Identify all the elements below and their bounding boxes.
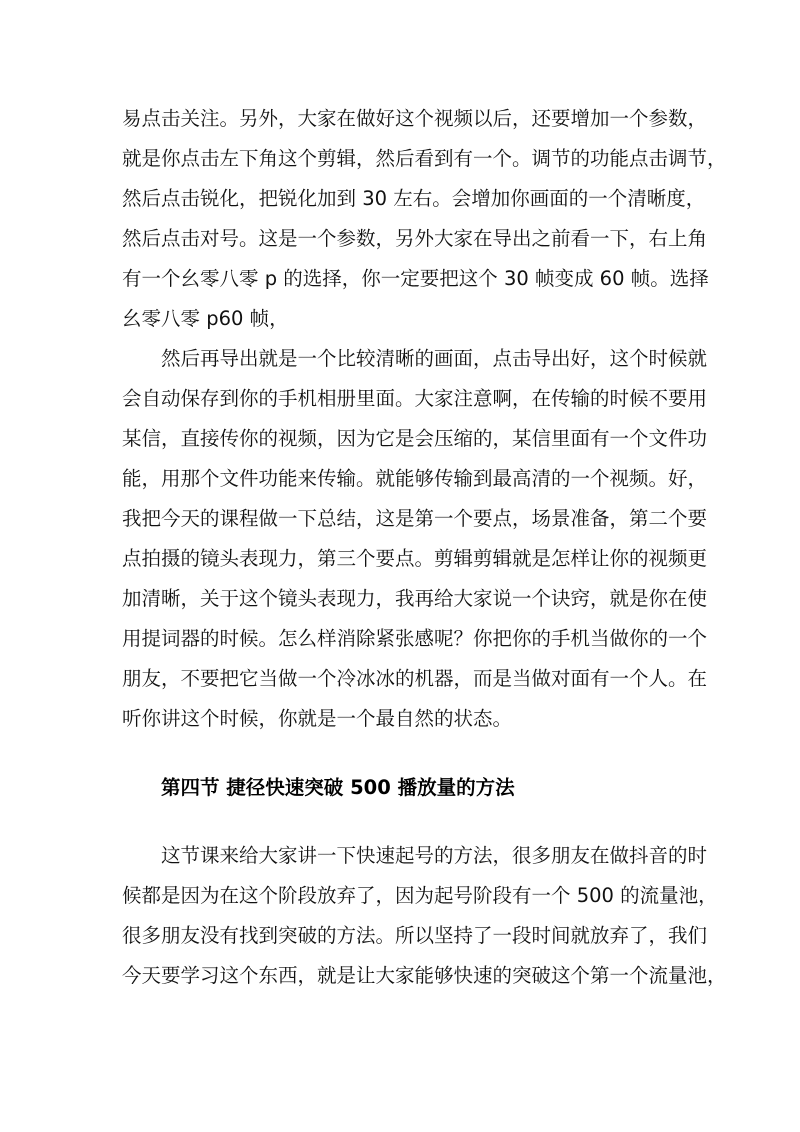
text-line: 有一个幺零八零 p 的选择，你一定要把这个 30 帧变成 60 帧。选择	[122, 267, 709, 290]
text-line: 易点击关注。另外，大家在做好这个视频以后，还要增加一个参数，	[122, 107, 708, 130]
text-line: 某信，直接传你的视频，因为它是会压缩的，某信里面有一个文件功	[122, 427, 708, 450]
text-line: 今天要学习这个东西，就是让大家能够快速的突破这个第一个流量池，	[122, 964, 727, 987]
text-line: 就是你点击左下角这个剪辑，然后看到有一个。调节的功能点击调节，	[122, 147, 727, 170]
paragraph-2	[122, 339, 708, 739]
text-line: 听你讲这个时候，你就是一个最自然的状态。	[122, 707, 513, 730]
text-line: 点拍摄的镜头表现力，第三个要点。剪辑剪辑就是怎样让你的视频更	[122, 547, 708, 570]
text-line: 幺零八零 p60 帧，	[122, 307, 289, 330]
text-line: 候都是因为在这个阶段放弃了，因为起号阶段有一个 500 的流量池，	[122, 884, 718, 907]
text-line: 加清晰，关于这个镜头表现力，我再给大家说一个诀窍，就是你在使	[122, 587, 708, 610]
paragraph-1	[122, 99, 727, 339]
text-line: 能，用那个文件功能来传输。就能够传输到最高清的一个视频。好，	[122, 467, 708, 490]
text-line: 用提词器的时候。怎么样消除紧张感呢？你把你的手机当做你的一个	[122, 627, 708, 650]
paragraph-3	[122, 836, 727, 996]
text-line: 然后点击对号。这是一个参数，另外大家在导出之前看一下，右上角	[122, 227, 708, 250]
section-heading: 第四节 捷径快速突破 500 播放量的方法	[161, 776, 515, 799]
text-line: 我把今天的课程做一下总结，这是第一个要点，场景准备，第二个要	[122, 507, 708, 530]
text-line: 然后再导出就是一个比较清晰的画面，点击导出好，这个时候就	[161, 347, 708, 370]
text-line: 这节课来给大家讲一下快速起号的方法，很多朋友在做抖音的时	[161, 844, 708, 867]
text-line: 会自动保存到你的手机相册里面。大家注意啊，在传输的时候不要用	[122, 387, 708, 410]
text-line: 然后点击锐化，把锐化加到 30 左右。会增加你画面的一个清晰度，	[122, 187, 706, 210]
text-line: 朋友，不要把它当做一个冷冰冰的机器，而是当做对面有一个人。在	[122, 667, 708, 690]
document-body	[122, 99, 727, 996]
text-line: 很多朋友没有找到突破的方法。所以坚持了一段时间就放弃了，我们	[122, 924, 708, 947]
